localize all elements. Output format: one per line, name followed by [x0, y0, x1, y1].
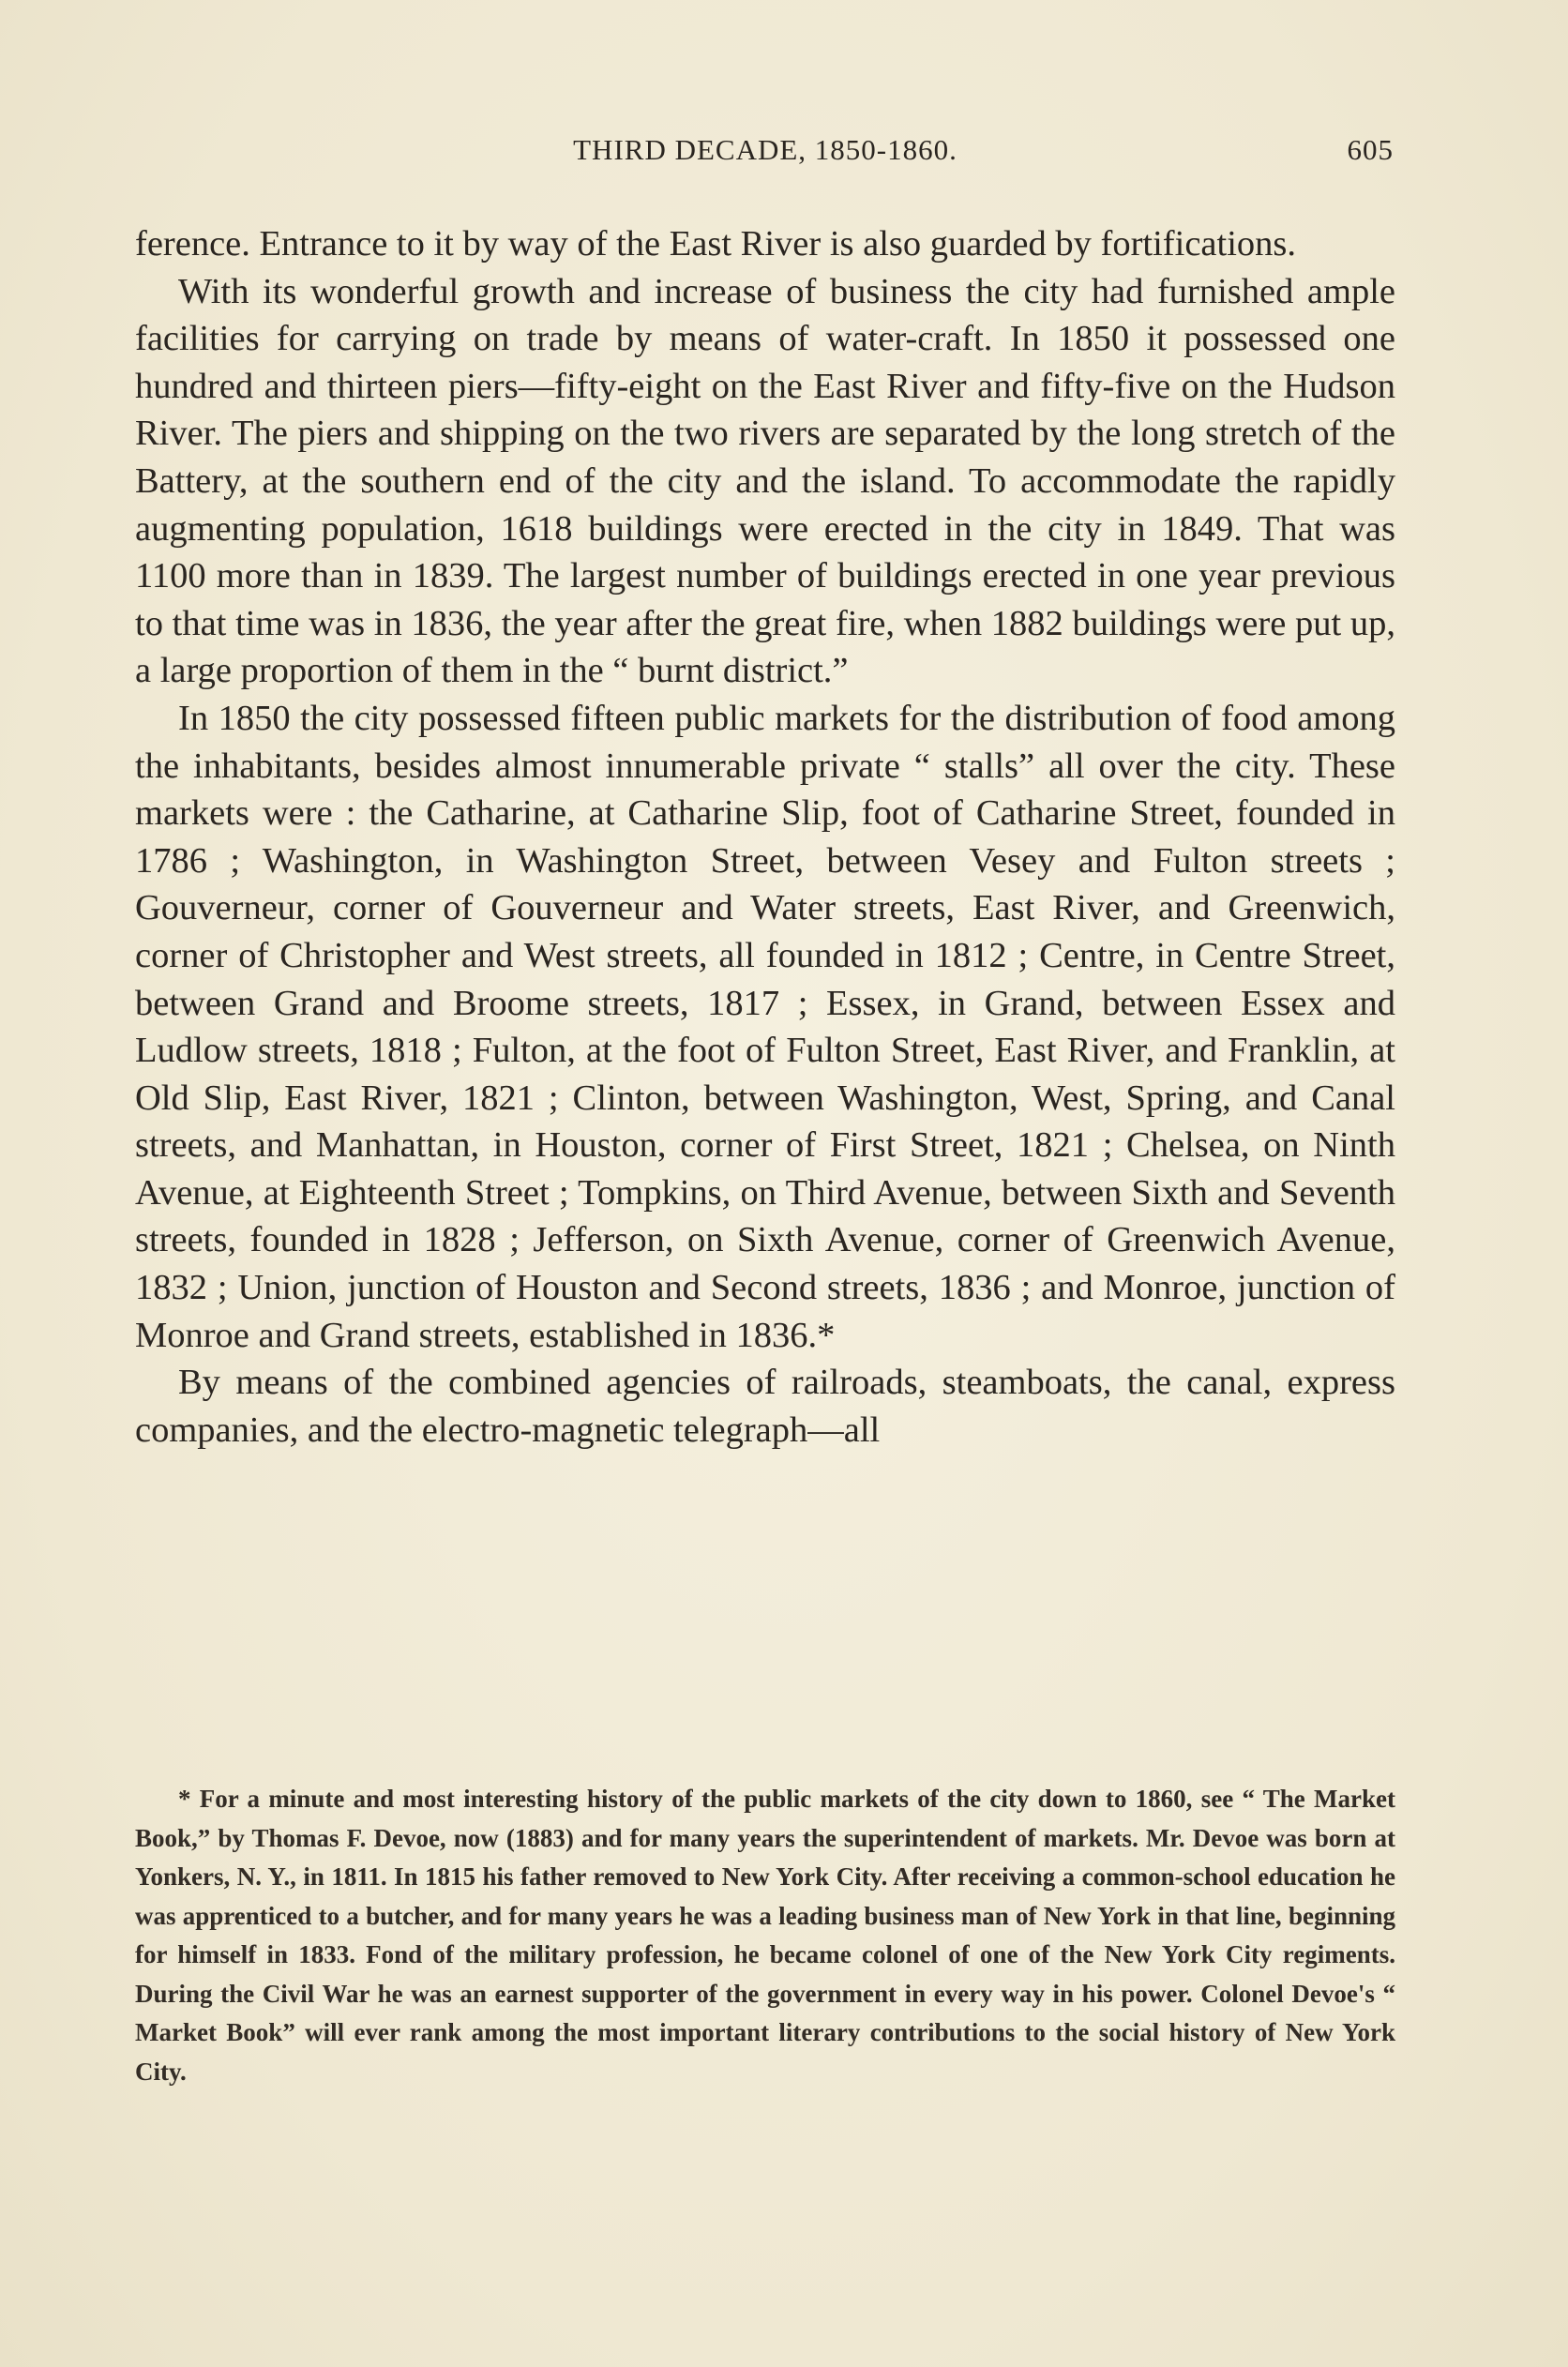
body-text	[135, 220, 1395, 1454]
running-head	[137, 133, 1394, 171]
paragraph-markets: In 1850 the city possessed fifteen public markets for the distribution of food among the inhabitants, besides almost innumerable private “ stalls” all over the city. These markets were : the Catharine, at Catharine Slip, foot of Catharine Street, founded in 1786 ; Washington, in Washington Street, between Vesey and Fulton streets ; Gouverneur, corner of Gouverneur and Water streets, East River, and Greenwich, corner of Christopher and West streets, all founded in 1812 ; Centre, in Centre Street, between Grand and Broome streets, 1817 ; Essex, in Grand, between Essex and Ludlow streets, 1818 ; Fulton, at the foot of Fulton Street, East River, and Franklin, at Old Slip, East River, 1821 ; Clinton, between Washington, West, Spring, and Canal streets, and Manhattan, in Houston, corner of First Street, 1821 ; Chelsea, on Ninth Avenue, at Eighteenth Street ; Tompkins, on Third Avenue, between Sixth and Seventh streets, founded in 1828 ; Jefferson, on Sixth Avenue, corner of Greenwich Avenue, 1832 ; Union, junction of Houston and Second streets, 1836 ; and Monroe, junction of Monroe and Grand streets, established in 1836.*	[135, 698, 1395, 1355]
paragraph-continued: ference. Entrance to it by way of the East River is also guarded by fortifications.	[135, 224, 1296, 264]
footnote	[135, 1780, 1395, 2091]
page-number: 605	[1347, 133, 1394, 166]
running-title: THIRD DECADE, 1850-1860.	[573, 133, 957, 166]
footnote-text: * For a minute and most interesting history of the public markets of the city down to 1860, see “ The Market Book,” by Thomas F. Devoe, now (1883) and for many years the superintendent of markets. Mr. Devoe was born at Yonkers, N. Y., in 1811. In 1815 his father removed to New York City. After receiving a common-school education he was apprenticed to a butcher, and for many years he was a leading business man of New York in that line, beginning for himself in 1833. Fond of the military profession, he became colonel of one of the New York City regiments. During the Civil War he was an earnest supporter of the government in every way in his power. Colonel Devoe's “ Market Book” will ever rank among the most important literary contributions to the social history of New York City.	[135, 1785, 1395, 2086]
paragraph-transport: By means of the combined agencies of railroads, steamboats, the canal, express companies, and the electro-magnetic telegraph—all	[135, 1363, 1395, 1450]
paragraph-waterfront: With its wonderful growth and increase of business the city had furnished ample facilities for carrying on trade by means of water-craft. In 1850 it possessed one hundred and thirteen piers—fifty-eight on the East River and fifty-five on the Hudson River. The piers and shipping on the two rivers are separated by the long stretch of the Battery, at the southern end of the city and the island. To accommodate the rapidly augmenting population, 1618 buildings were erected in the city in 1849. That was 1100 more than in 1839. The largest number of buildings erected in one year previous to that time was in 1836, the year after the great fire, when 1882 buildings were put up, a large proportion of them in the “ burnt district.”	[135, 271, 1395, 691]
